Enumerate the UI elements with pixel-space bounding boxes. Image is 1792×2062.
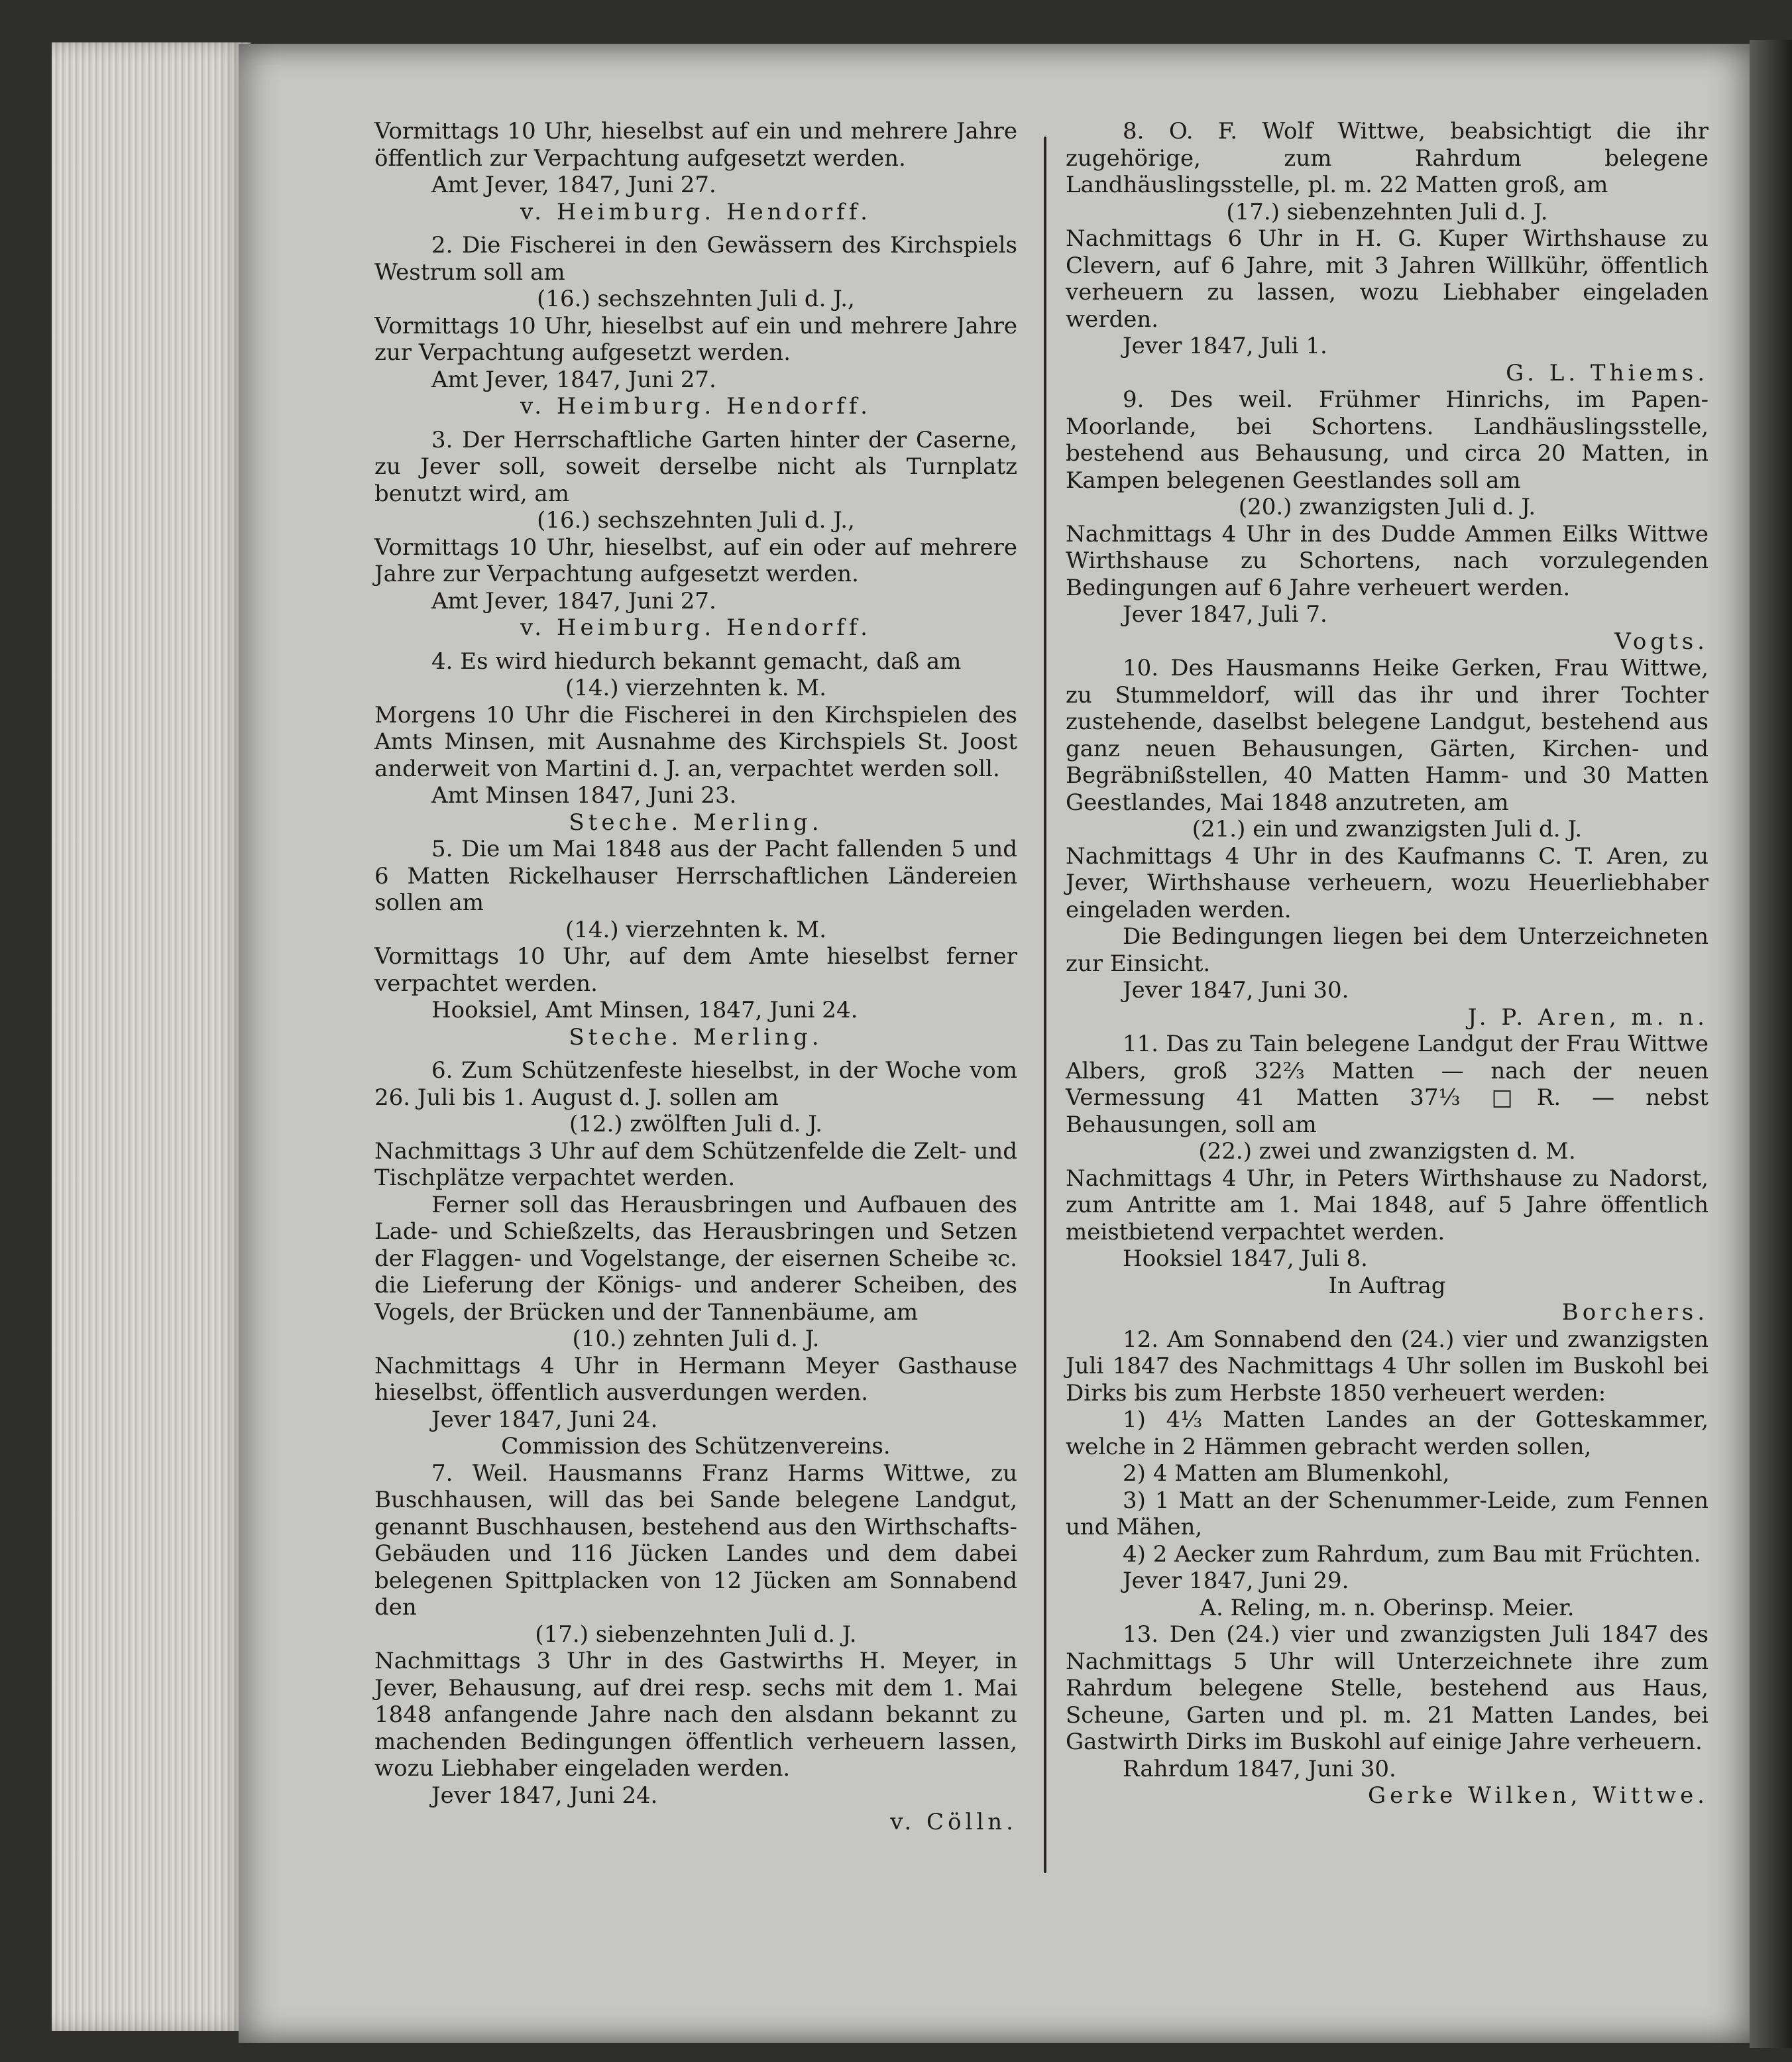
notice-line: 10. Des Hausmanns Heike Gerken, Frau Wittwe, zu Stummeldorf, will das ihr und ihrer Tochter zustehende, daselbst belegene Landgut, bestehend aus ganz neuen Behausungen, Gärten, Kirchen- und Begräbnißstellen, 40 Matten Hamm- und 30 Matten Geestlandes, Mai 1848 anzutreten, am bbox=[1066, 655, 1708, 816]
notice-line: Ferner soll das Herausbringen und Aufbauen des Lade- und Schießzelts, das Herausbringen und Setzen der Flaggen- und Vogelstange, der eisernen Scheibe ꝛc. die Lieferung der Königs- und anderer Scheiben, des Vogels, der Brücken und der Tannenbäume, am bbox=[374, 1191, 1017, 1326]
notice-line: Hooksiel 1847, Juli 8. bbox=[1123, 1245, 1368, 1272]
notice-line: (16.) sechszehnten Juli d. J., bbox=[537, 507, 855, 534]
notice-line: (20.) zwanzigsten Juli d. J. bbox=[1238, 494, 1536, 520]
book-page-edges bbox=[52, 42, 251, 2031]
notice-line: (10.) zehnten Juli d. J. bbox=[572, 1326, 820, 1352]
notice-line: 9. Des weil. Frühmer Hinrichs, im Papen-Moorlande, bei Schortens. Landhäuslingsstelle, bestehend aus Behausung, und circa 20 Matten, in Kampen belegenen Geestlandes soll am bbox=[1066, 386, 1708, 494]
notice-line: Nachmittags 3 Uhr in des Gastwirths H. Meyer, in Jever, Behausung, auf drei resp. sechs mit dem 1. Mai 1848 anfangende Jahre nach den alsdann bekannt zu machenden Bedingungen öffentlich verheuern lassen, wozu Liebhaber eingeladen werden. bbox=[374, 1648, 1017, 1782]
notice-line: Vormittags 10 Uhr, hieselbst, auf ein oder auf mehrere Jahre zur Verpachtung aufgesetzt werden. bbox=[374, 534, 1017, 587]
notice-line: Hooksiel, Amt Minsen, 1847, Juni 24. bbox=[431, 997, 858, 1023]
notice-line: (17.) siebenzehnten Juli d. J. bbox=[1226, 198, 1548, 225]
right-column bbox=[1066, 118, 1708, 1809]
notice-line: Vormittags 10 Uhr, hieselbst auf ein und mehrere Jahre zur Verpachtung aufgesetzt werden. bbox=[374, 312, 1017, 366]
notice-line: J. P. Aren, m. n. bbox=[1467, 1003, 1708, 1031]
notice-line: Nachmittags 3 Uhr auf dem Schützenfelde die Zelt- und Tischplätze verpachtet werden. bbox=[374, 1137, 1017, 1191]
notice-line: (14.) vierzehnten k. M. bbox=[565, 916, 827, 943]
notice-line: G. L. Thiems. bbox=[1506, 359, 1708, 386]
notice-line: In Auftrag bbox=[1328, 1272, 1446, 1299]
notice-line: 5. Die um Mai 1848 aus der Pacht fallenden 5 und 6 Matten Rickelhauser Herrschaftlichen Ländereien sollen am bbox=[374, 836, 1017, 916]
notice-line: 4. Es wird hiedurch bekannt gemacht, daß am bbox=[431, 648, 962, 675]
notice-line: (16.) sechszehnten Juli d. J., bbox=[537, 286, 855, 312]
notice-line: 13. Den (24.) vier und zwanzigsten Juli 1847 des Nachmittags 5 Uhr will Unterzeichnete ihre zum Rahrdum belegene Stelle, bestehend aus Haus, Scheune, Garten und pl. m. 21 Matten Landes, bei Gastwirth Dirks im Buskohl auf einige Jahre verheuern. bbox=[1066, 1621, 1708, 1755]
notice-line: 3. Der Herrschaftliche Garten hinter der Caserne, zu Jever soll, soweit derselbe nicht als Turnplatz benutzt wird, am bbox=[374, 426, 1017, 507]
notice-line: 1) 4⅓ Matten Landes an der Gotteskammer, welche in 2 Hämmen gebracht werden sollen, bbox=[1066, 1406, 1708, 1460]
notice-line: v. Cölln. bbox=[890, 1809, 1017, 1835]
notice-line: Vogts. bbox=[1614, 628, 1708, 655]
notice-line: Gerke Wilken, Wittwe. bbox=[1368, 1782, 1708, 1809]
notice-line: 7. Weil. Hausmanns Franz Harms Wittwe, zu Buschhausen, will das bei Sande belegene Landgut, genannt Buschhausen, bestehend aus den Wirthschafts-Gebäuden und 116 Jücken Landes und dem dabei belegenen Spittplacken von 12 Jücken am Sonnabend den bbox=[374, 1460, 1017, 1621]
notice-line: Rahrdum 1847, Juni 30. bbox=[1123, 1755, 1396, 1782]
notice-line: (14.) vierzehnten k. M. bbox=[565, 675, 827, 701]
notice-line: Jever 1847, Juni 29. bbox=[1123, 1568, 1349, 1594]
notice-line: 3) 1 Matt an der Schenummer-Leide, zum Fennen und Mähen, bbox=[1066, 1487, 1708, 1540]
notice-line: Morgens 10 Uhr die Fischerei in den Kirchspielen des Amts Minsen, mit Ausnahme des Kirchspiels St. Joost anderweit von Martini d. J. an, verpachtet werden soll. bbox=[374, 701, 1017, 782]
notice-line: A. Reling, m. n. Oberinsp. Meier. bbox=[1200, 1594, 1575, 1621]
notice-line: Vormittags 10 Uhr, hieselbst auf ein und mehrere Jahre öffentlich zur Verpachtung aufgesetzt werden. bbox=[374, 118, 1017, 172]
notice-line: 6. Zum Schützenfeste hieselbst, in der Woche vom 26. Juli bis 1. August d. J. sollen am bbox=[374, 1057, 1017, 1111]
notice-line: (12.) zwölften Juli d. J. bbox=[569, 1111, 823, 1137]
notice-line: Amt Jever, 1847, Juni 27. bbox=[431, 172, 716, 198]
notice-line: Amt Jever, 1847, Juni 27. bbox=[431, 587, 716, 614]
notice-line: Jever 1847, Juni 30. bbox=[1123, 977, 1349, 1003]
notice-line: Jever 1847, Juli 1. bbox=[1123, 333, 1327, 359]
notice-line: Jever 1847, Juni 24. bbox=[431, 1782, 658, 1809]
column-divider bbox=[1044, 137, 1046, 1873]
notice-line: (17.) siebenzehnten Juli d. J. bbox=[535, 1621, 857, 1648]
book-gutter bbox=[1750, 40, 1792, 2048]
notice-line: v. Heimburg. Hendorff. bbox=[520, 198, 871, 225]
notice-line: v. Heimburg. Hendorff. bbox=[520, 614, 871, 641]
notice-line: Steche. Merling. bbox=[569, 809, 823, 836]
notice-line: 8. O. F. Wolf Wittwe, beabsichtigt die ihr zugehörige, zum Rahrdum belegene Landhäuslingsstelle, pl. m. 22 Matten groß, am bbox=[1066, 118, 1708, 198]
notice-line: 4) 2 Aecker zum Rahrdum, zum Bau mit Früchten. bbox=[1123, 1540, 1701, 1568]
notice-line: 2) 4 Matten am Blumenkohl, bbox=[1123, 1460, 1450, 1487]
notice-line: Borchers. bbox=[1561, 1299, 1708, 1326]
notice-line: Amt Jever, 1847, Juni 27. bbox=[431, 366, 716, 393]
notice-line: 12. Am Sonnabend den (24.) vier und zwanzigsten Juli 1847 des Nachmittags 4 Uhr sollen im Buskohl bei Dirks bis zum Herbste 1850 verheuert werden: bbox=[1066, 1326, 1708, 1406]
notice-line: Jever 1847, Juni 24. bbox=[431, 1406, 658, 1433]
notice-line: Nachmittags 6 Uhr in H. G. Kuper Wirthshause zu Clevern, auf 6 Jahre, mit 3 Jahren Willkühr, öffentlich verheuern zu lassen, wozu Liebhaber eingeladen werden. bbox=[1066, 225, 1708, 333]
notice-line: Jever 1847, Juli 7. bbox=[1123, 601, 1327, 628]
notice-line: Die Bedingungen liegen bei dem Unterzeichneten zur Einsicht. bbox=[1066, 923, 1708, 977]
notice-line: Nachmittags 4 Uhr, in Peters Wirthshause zu Nadorst, zum Antritte am 1. Mai 1848, auf 5 Jahre öffentlich meistbietend verpachtet werden. bbox=[1066, 1165, 1708, 1245]
notice-line: Vormittags 10 Uhr, auf dem Amte hieselbst ferner verpachtet werden. bbox=[374, 943, 1017, 997]
notice-line: 2. Die Fischerei in den Gewässern des Kirchspiels Westrum soll am bbox=[374, 232, 1017, 286]
left-column bbox=[374, 118, 1017, 1836]
notice-line: Nachmittags 4 Uhr in Hermann Meyer Gasthause hieselbst, öffentlich ausverdungen werden. bbox=[374, 1352, 1017, 1406]
notice-line: (22.) zwei und zwanzigsten d. M. bbox=[1198, 1138, 1576, 1165]
notice-line: Nachmittags 4 Uhr in des Kaufmanns C. T. Aren, zu Jever, Wirthshause verheuern, wozu Heuerliebhaber eingeladen werden. bbox=[1066, 842, 1708, 923]
notice-line: Nachmittags 4 Uhr in des Dudde Ammen Eilks Wittwe Wirthshause zu Schortens, nach vorzulegenden Bedingungen auf 6 Jahre verheuert werden. bbox=[1066, 520, 1708, 601]
notice-line: Amt Minsen 1847, Juni 23. bbox=[431, 782, 737, 809]
notice-line: v. Heimburg. Hendorff. bbox=[520, 393, 871, 420]
notice-line: Steche. Merling. bbox=[569, 1023, 823, 1051]
notice-line: 11. Das zu Tain belegene Landgut der Frau Wittwe Albers, groß 32⅔ Matten — nach der neuen Vermessung 41 Matten 37⅓ □R. — nebst Behausungen, soll am bbox=[1066, 1031, 1708, 1138]
notice-line: (21.) ein und zwanzigsten Juli d. J. bbox=[1192, 816, 1583, 842]
notice-line: Commission des Schützenvereins. bbox=[501, 1433, 891, 1460]
